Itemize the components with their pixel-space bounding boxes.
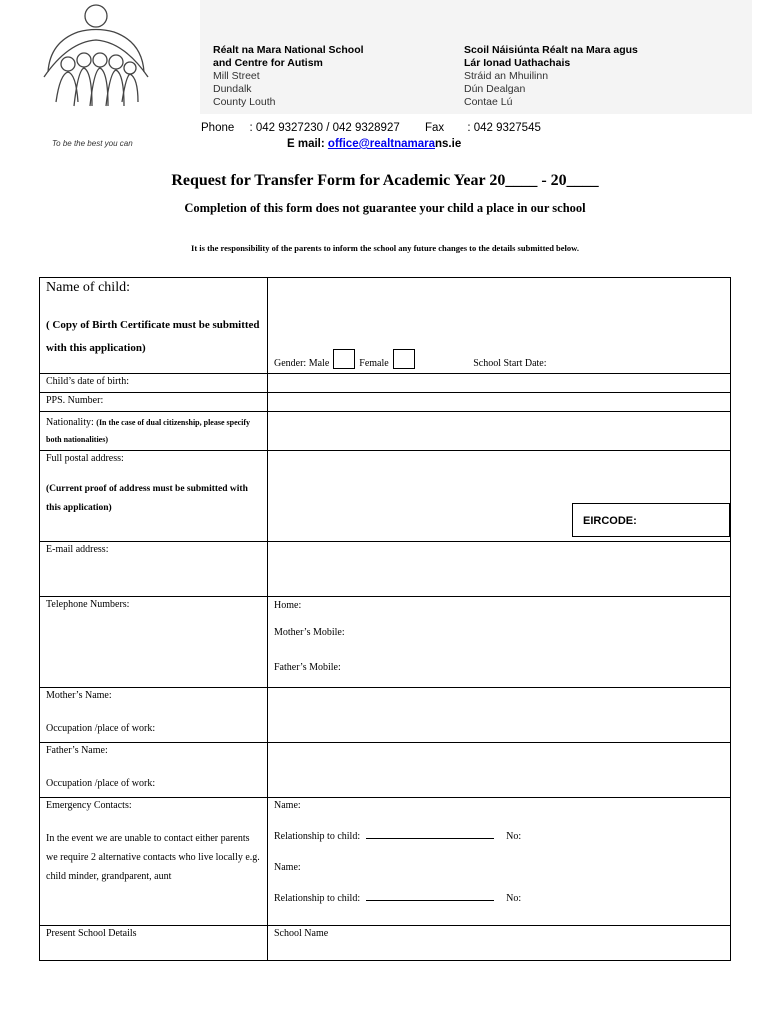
eircode-box[interactable]: EIRCODE: bbox=[572, 503, 730, 537]
english-town: Dundalk bbox=[213, 83, 252, 95]
contact1-no-label: No: bbox=[506, 831, 522, 842]
table-row bbox=[40, 688, 731, 743]
emergency-input[interactable] bbox=[268, 798, 731, 926]
father-cell bbox=[40, 743, 268, 798]
postal-input[interactable] bbox=[268, 451, 731, 542]
school-start-date-label: School Start Date: bbox=[473, 358, 547, 369]
contact1-relationship-line[interactable] bbox=[366, 838, 494, 839]
table-row bbox=[40, 597, 731, 688]
form-notice: It is the responsibility of the parents to inform the school any future changes to the details submitted below. bbox=[191, 243, 579, 253]
mother-occupation-label: Occupation /place of work: bbox=[46, 723, 156, 734]
english-address bbox=[213, 44, 364, 109]
irish-town: Dún Dealgan bbox=[464, 83, 526, 95]
male-checkbox[interactable] bbox=[333, 349, 355, 369]
father-mobile-label: Father’s Mobile: bbox=[274, 662, 341, 673]
dob-input[interactable] bbox=[268, 374, 731, 393]
table-row bbox=[40, 743, 731, 798]
father-occupation-label: Occupation /place of work: bbox=[46, 778, 156, 789]
school-logo bbox=[38, 2, 158, 127]
mother-input[interactable] bbox=[268, 688, 731, 743]
gender-male-label: Gender: Male bbox=[274, 358, 330, 369]
phone-label: Phone bbox=[201, 122, 235, 134]
contact2-no-label: No: bbox=[506, 893, 522, 904]
school-tagline: To be the best you can bbox=[52, 139, 133, 148]
nationality-cell bbox=[40, 412, 268, 451]
name-of-child-input[interactable] bbox=[268, 278, 731, 374]
table-row bbox=[40, 278, 731, 374]
home-phone-label: Home: bbox=[274, 600, 302, 611]
table-row bbox=[40, 798, 731, 926]
irish-county: Contae Lú bbox=[464, 96, 513, 108]
email-line bbox=[287, 138, 461, 150]
telephone-label: Telephone Numbers: bbox=[40, 597, 268, 688]
english-county: County Louth bbox=[213, 96, 276, 108]
pps-label: PPS. Number: bbox=[40, 393, 268, 412]
postal-label: Full postal address: bbox=[46, 453, 124, 464]
nationality-label: Nationality: bbox=[46, 417, 94, 428]
present-school-input[interactable] bbox=[268, 926, 731, 961]
emergency-label: Emergency Contacts: bbox=[46, 800, 132, 811]
telephone-cell[interactable] bbox=[268, 597, 731, 688]
contact2-name-label: Name: bbox=[274, 862, 301, 873]
female-checkbox[interactable] bbox=[393, 349, 415, 369]
nationality-note: (In the case of dual citizenship, please specify both nationalities) bbox=[46, 418, 251, 444]
name-of-child-label: Name of child: bbox=[46, 280, 130, 295]
contact1-relationship-label: Relationship to child: bbox=[274, 831, 361, 842]
emergency-note: In the event we are unable to contact either parents we require 2 alternative contacts who live locally e.g. child minder, grandparent, aunt bbox=[46, 833, 260, 882]
school-name-label: School Name bbox=[274, 928, 329, 939]
irish-street: Stráid an Mhuilinn bbox=[464, 70, 549, 82]
form-subtitle: Completion of this form does not guarantee your child a place in our school bbox=[184, 201, 586, 215]
phone-value: : 042 9327230 / 042 9328927 bbox=[249, 122, 400, 134]
transfer-form-table bbox=[39, 277, 731, 961]
contact2-relationship-line[interactable] bbox=[366, 900, 494, 901]
email-suffix: ns.ie bbox=[435, 138, 462, 150]
postal-note: (Current proof of address must be submitted with this application) bbox=[46, 484, 248, 513]
female-label: Female bbox=[359, 358, 389, 369]
irish-address bbox=[464, 44, 638, 109]
pps-input[interactable] bbox=[268, 393, 731, 412]
email-input[interactable] bbox=[268, 542, 731, 597]
mother-name-label: Mother’s Name: bbox=[46, 690, 112, 701]
irish-school-name-2: Lár Ionad Uathachais bbox=[464, 57, 571, 69]
birth-cert-note: ( Copy of Birth Certificate must be submitted with this application) bbox=[46, 319, 260, 354]
email-link[interactable]: office@realtnamara bbox=[327, 138, 436, 150]
father-input[interactable] bbox=[268, 743, 731, 798]
english-street: Mill Street bbox=[213, 70, 260, 82]
contact2-relationship-label: Relationship to child: bbox=[274, 893, 361, 904]
english-school-name-2: and Centre for Autism bbox=[213, 57, 323, 69]
email-label-cell: E-mail address: bbox=[40, 542, 268, 597]
contact1-relationship-row bbox=[274, 831, 724, 842]
fax-value: : 042 9327545 bbox=[467, 122, 541, 134]
form-title: Request for Transfer Form for Academic Year 20____ - 20____ bbox=[171, 172, 599, 189]
table-row bbox=[40, 451, 731, 542]
emergency-cell bbox=[40, 798, 268, 926]
gender-row bbox=[274, 349, 724, 369]
father-name-label: Father’s Name: bbox=[46, 745, 108, 756]
nationality-input[interactable] bbox=[268, 412, 731, 451]
table-row bbox=[40, 412, 731, 451]
table-row bbox=[40, 374, 731, 393]
email-label: E mail: bbox=[287, 138, 325, 150]
table-row bbox=[40, 542, 731, 597]
contact-line bbox=[201, 122, 541, 134]
english-school-name-1: Réalt na Mara National School bbox=[213, 44, 364, 56]
postal-cell bbox=[40, 451, 268, 542]
dob-label: Child’s date of birth: bbox=[40, 374, 268, 393]
contact1-name-label: Name: bbox=[274, 800, 301, 811]
table-row bbox=[40, 393, 731, 412]
mother-cell bbox=[40, 688, 268, 743]
fax-label: Fax bbox=[424, 122, 445, 134]
contact2-relationship-row bbox=[274, 893, 724, 904]
table-row bbox=[40, 926, 731, 961]
present-school-label: Present School Details bbox=[40, 926, 268, 961]
irish-school-name-1: Scoil Náisiúnta Réalt na Mara agus bbox=[464, 44, 638, 56]
mother-mobile-label: Mother’s Mobile: bbox=[274, 627, 345, 638]
name-of-child-cell bbox=[40, 278, 268, 374]
